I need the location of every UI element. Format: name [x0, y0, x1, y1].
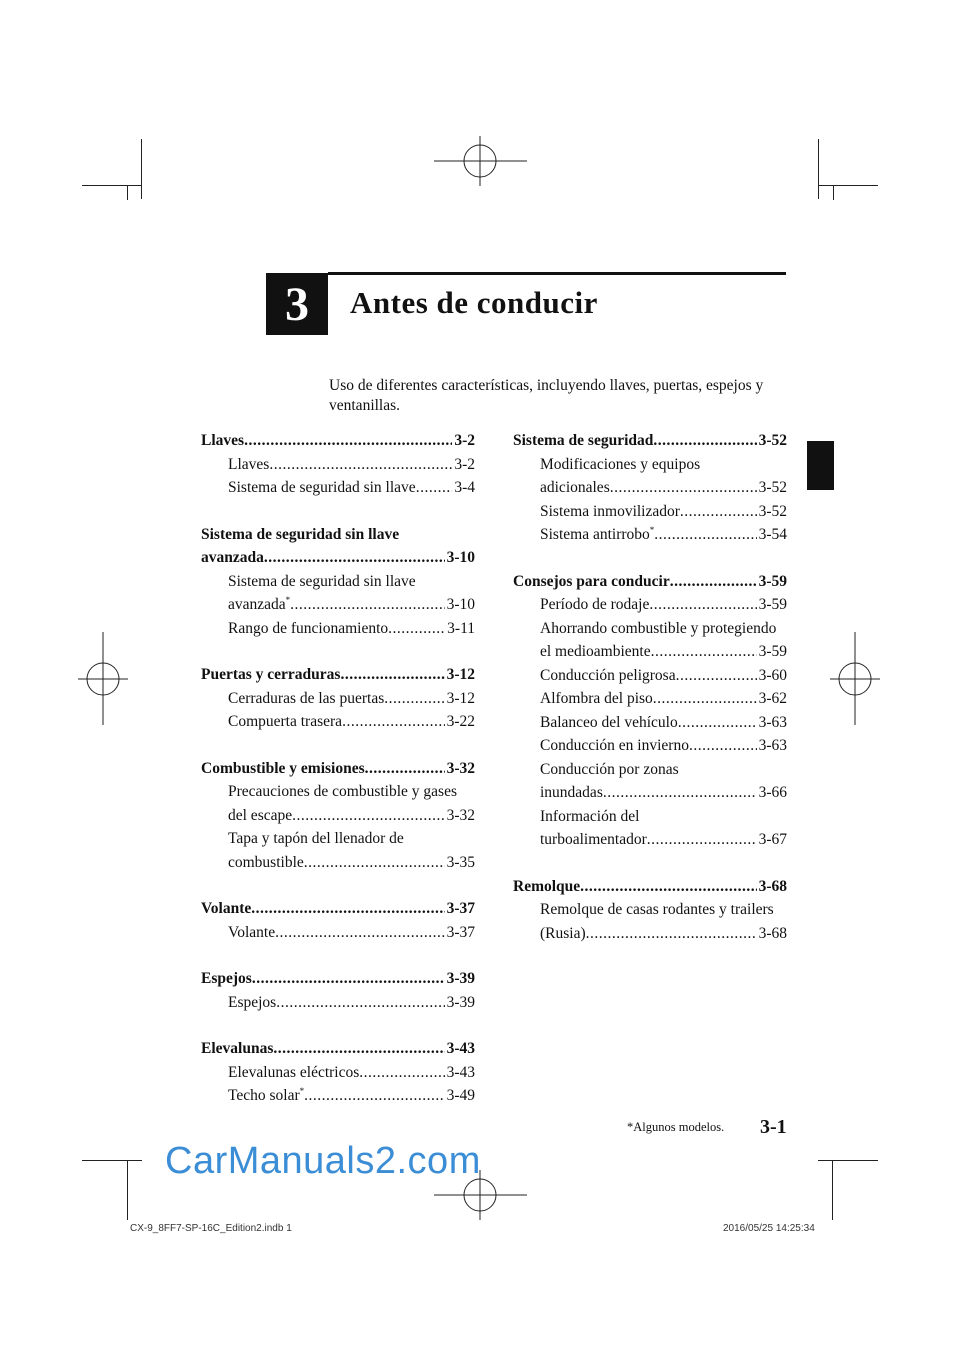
toc-entry-line: Remolque de casas rodantes y trailers — [540, 901, 774, 918]
toc-entry[interactable]: Techo solar* ..... 3-49 — [201, 1084, 475, 1108]
toc-entry[interactable]: Combustible y emisiones ..... 3-32 — [201, 757, 475, 781]
toc-section-consejos — [513, 570, 787, 852]
toc-section-remolque — [513, 875, 787, 946]
toc-entry[interactable]: Volante ..... 3-37 — [201, 897, 475, 921]
toc-section-elevalunas — [201, 1037, 475, 1108]
toc-entry[interactable]: Espejos ..... 3-39 — [201, 991, 475, 1015]
toc-entry[interactable]: avanzada* ..... 3-10 — [201, 593, 475, 617]
toc-entry[interactable]: Alfombra del piso ..... 3-62 — [513, 687, 787, 711]
registration-mark-left — [78, 632, 128, 725]
toc-section-llaves — [201, 429, 475, 500]
toc-entry[interactable]: Puertas y cerraduras ..... 3-12 — [201, 663, 475, 687]
toc-entry[interactable]: Llaves ..... 3-2 — [201, 453, 475, 477]
toc-section-seguridad — [513, 429, 787, 547]
toc-entry[interactable]: Período de rodaje ..... 3-59 — [513, 593, 787, 617]
toc-entry[interactable]: Llaves ..... 3-2 — [201, 429, 475, 453]
toc-entry[interactable]: Sistema antirrobo* ..... 3-54 — [513, 523, 787, 547]
toc-entry-line: Precauciones de combustible y gases — [228, 783, 457, 800]
toc-entry-line: Sistema de seguridad sin llave — [228, 572, 416, 590]
toc-entry-line: Sistema de seguridad sin llave — [201, 525, 400, 543]
toc-entry-line: Conducción por zonas — [540, 760, 679, 778]
toc-entry[interactable]: turboalimentador ..... 3-67 — [513, 828, 787, 852]
footnote: *Algunos modelos. — [627, 1120, 725, 1134]
toc-section-volante — [201, 897, 475, 944]
chapter-side-tab — [807, 441, 834, 490]
toc-entry[interactable]: Sistema de seguridad sin llave ..... 3-4 — [201, 476, 475, 500]
toc-entry-line: Ahorrando combustible y protegiendo — [540, 619, 777, 637]
registration-mark-right — [830, 632, 880, 725]
toc-section-espejos — [201, 967, 475, 1014]
toc-entry[interactable]: inundadas ..... 3-66 — [513, 781, 787, 805]
toc-entry[interactable]: Elevalunas ..... 3-43 — [201, 1037, 475, 1061]
asterisk-mark: * — [299, 1085, 305, 1096]
chapter-number: 3 — [266, 273, 328, 335]
asterisk-mark: * — [285, 594, 291, 605]
toc-entry[interactable]: Elevalunas eléctricos ..... 3-43 — [201, 1061, 475, 1085]
toc-entry[interactable]: Volante ..... 3-37 — [201, 921, 475, 945]
toc-entry[interactable]: Espejos ..... 3-39 — [201, 967, 475, 991]
toc-entry[interactable]: Balanceo del vehículo ..... 3-63 — [513, 711, 787, 735]
toc-entry[interactable]: el medioambiente ..... 3-59 — [513, 640, 787, 664]
toc-entry[interactable]: Sistema de seguridad ..... 3-52 — [513, 429, 787, 453]
toc-entry-line: Modificaciones y equipos — [540, 455, 701, 473]
toc-section-avanzada — [201, 523, 475, 641]
page-number: 3-1 — [760, 1116, 787, 1138]
toc-entry[interactable]: adicionales ..... 3-52 — [513, 476, 787, 500]
toc-entry[interactable]: Consejos para conducir ..... 3-59 — [513, 570, 787, 594]
toc-left-column — [201, 429, 475, 1131]
chapter-title: Antes de conducir — [350, 285, 598, 320]
toc-entry[interactable]: Sistema inmovilizador ..... 3-52 — [513, 500, 787, 524]
file-info: CX-9_8FF7-SP-16C_Edition2.indb 1 — [130, 1223, 292, 1234]
toc-entry[interactable]: Cerraduras de las puertas ..... 3-12 — [201, 687, 475, 711]
toc-entry[interactable]: Rango de funcionamiento ..... 3-11 — [201, 617, 475, 641]
toc-entry[interactable]: (Rusia) ..... 3-68 — [513, 922, 787, 946]
asterisk-mark: * — [649, 524, 655, 535]
toc-entry[interactable]: Remolque ..... 3-68 — [513, 875, 787, 899]
toc-entry[interactable]: del escape ..... 3-32 — [201, 804, 475, 828]
toc-entry[interactable]: Conducción peligrosa ..... 3-60 — [513, 664, 787, 688]
toc-entry[interactable]: Compuerta trasera ..... 3-22 — [201, 710, 475, 734]
toc-entry[interactable]: avanzada ..... 3-10 — [201, 546, 475, 570]
chapter-intro: Uso de diferentes características, incluyendo llaves, puertas, espejos y ventanillas. — [329, 377, 764, 414]
toc-section-combustible — [201, 757, 475, 875]
chapter-rule — [328, 272, 786, 275]
toc-entry[interactable]: Conducción en invierno ..... 3-63 — [513, 734, 787, 758]
toc-entry-line: Información del — [540, 807, 640, 825]
watermark-logo: CarManuals2.com — [165, 1140, 481, 1182]
toc-section-puertas — [201, 663, 475, 734]
toc-entry[interactable]: combustible ..... 3-35 — [201, 851, 475, 875]
toc-right-column — [513, 429, 787, 968]
print-timestamp: 2016/05/25 14:25:34 — [723, 1223, 815, 1234]
toc-entry-line: Tapa y tapón del llenador de — [228, 830, 404, 847]
registration-mark-top — [434, 136, 527, 186]
